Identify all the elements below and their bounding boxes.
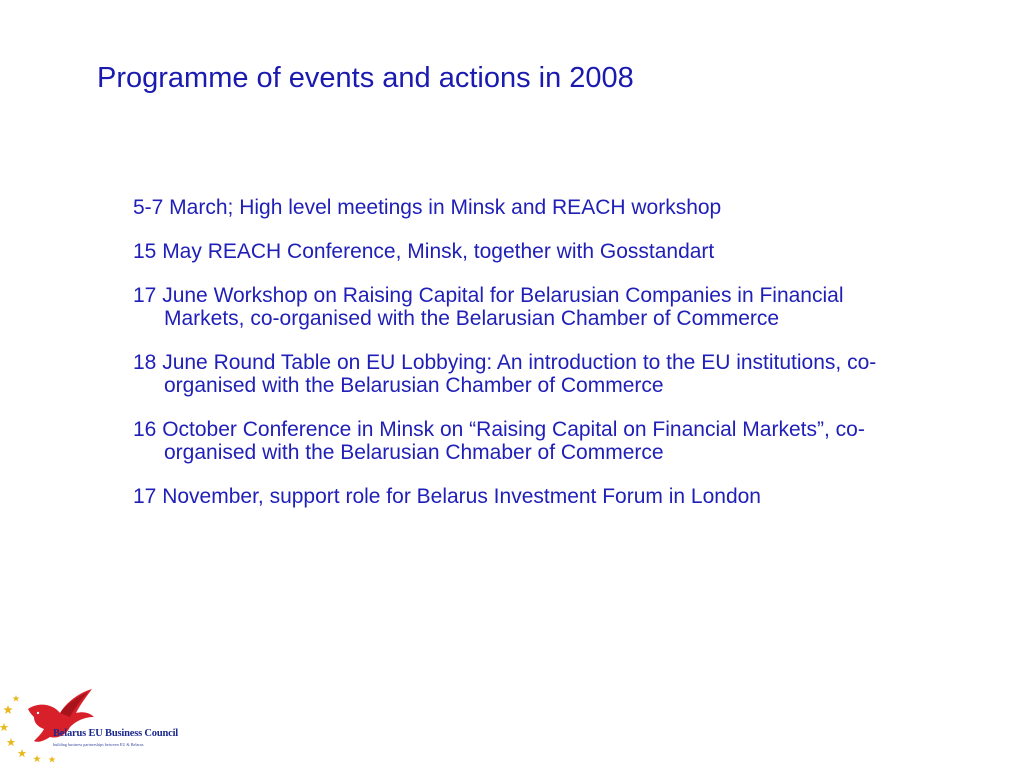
event-list xyxy=(133,196,913,529)
slide-title: Programme of events and actions in 2008 xyxy=(97,62,634,94)
event-item: 18 June Round Table on EU Lobbying: An introduction to the EU institutions, co-organised with the Belarusian Chamber of Commerce xyxy=(133,351,877,397)
event-item: 5-7 March; High level meetings in Minsk and REACH workshop xyxy=(133,196,722,219)
council-name: Belarus EU Business Council xyxy=(53,728,179,739)
council-logo-text xyxy=(53,728,179,747)
event-item: 16 October Conference in Minsk on “Raising Capital on Financial Markets”, co-organised with the Belarusian Chmaber of Commerce xyxy=(133,418,865,464)
event-item: 17 November, support role for Belarus Investment Forum in London xyxy=(133,485,761,508)
council-tagline: building business partnerships between EU & Belarus xyxy=(53,741,144,747)
event-item: 17 June Workshop on Raising Capital for Belarusian Companies in Financial Markets, co-organised with the Belarusian Chamber of Commerce xyxy=(133,284,844,330)
council-logo xyxy=(0,683,179,768)
event-item: 15 May REACH Conference, Minsk, together with Gosstandart xyxy=(133,240,715,263)
